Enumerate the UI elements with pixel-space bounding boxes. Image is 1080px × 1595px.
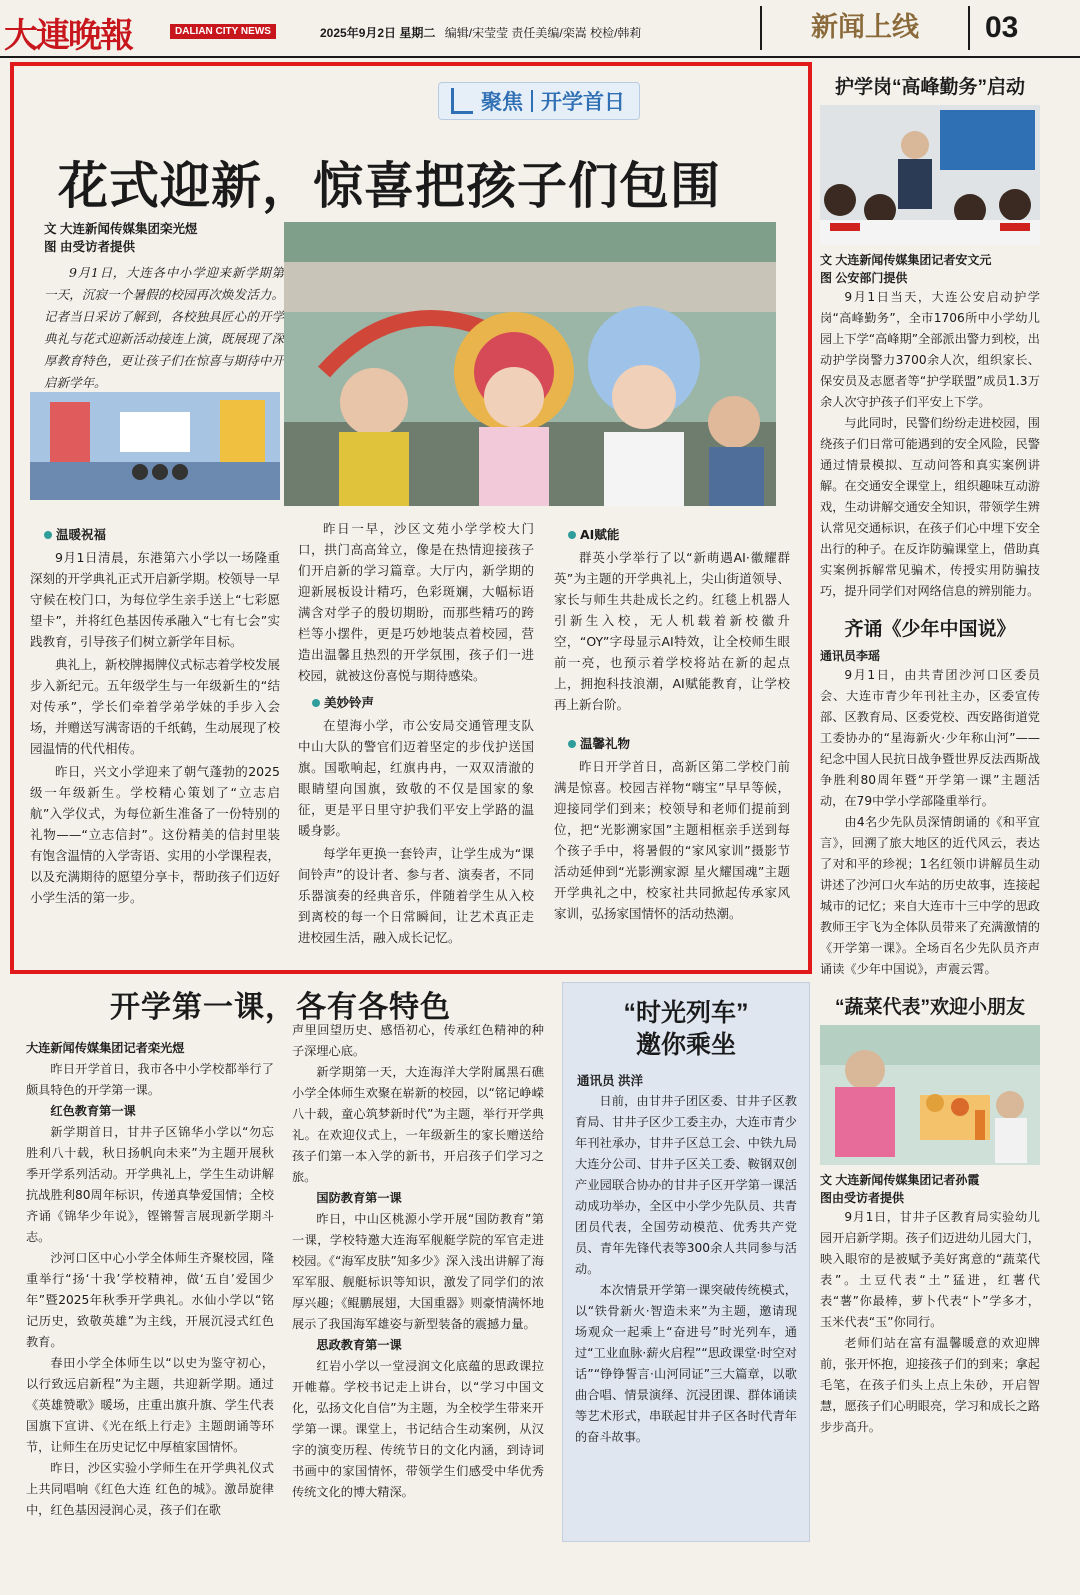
- subhead-red-education: 红色教育第一课: [50, 1104, 136, 1118]
- feature-lede: 9月1日，大连各中小学迎来新学期第一天，沉寂一个暑假的校园再次焕发活力。记者当日采访了解到，各校独具匠心的开学典礼与花式迎新活动接连上演，既展现了深厚教育特色，更让孩子们在惊喜与期待中开启新学年。: [44, 265, 284, 390]
- sidebar-byline-2: 通讯员李瑶: [820, 649, 881, 663]
- focus-tag: [438, 82, 640, 120]
- subhead-warm-wishes: [30, 524, 280, 545]
- paragraph: 典礼上，新校牌揭牌仪式标志着学校发展步入新纪元。五年级学生与一年级新生的“结对传承”，学长们牵着学弟学妹的手步入会场，并赠送写满寄语的千纸鹤，生动展现了校园温情的代代相传。: [30, 657, 281, 756]
- subhead-text: 温馨礼物: [580, 736, 631, 751]
- box-text: [563, 1091, 809, 1448]
- focus-tag-right: 开学首日: [541, 91, 625, 114]
- paragraph: 本次情景开学第一课突破传统模式，以“铁骨新火·智造未来”为主题，邀请现场观众一起乘上“奋进号”时光列车，通过“工业血脉·薪火启程”“思政课堂·时空对话”“铮铮誓言·山河同证”三大篇章，以歌曲合唱、情景演绎、沉浸团课、群体诵读等艺术形式，串联起甘井子区各时代青年的奋斗故事。: [575, 1283, 797, 1444]
- sidebar-byline-3a: 文 大连新闻传媒集团记者孙霞: [820, 1173, 980, 1187]
- tag-divider: [531, 90, 533, 112]
- box-headline: [563, 997, 809, 1061]
- children-costume-photo: [284, 222, 776, 506]
- paragraph: 新学期第一天，大连海洋大学附属黑石礁小学全体师生欢聚在崭新的校园，以“铭记峥嵘八十载，童心筑梦新时代”为主题，举行开学典礼。在欢迎仪式上，一年级新生的家长赠送给孩子们第一本入学的新书，开启孩子们学习之旅。: [292, 1065, 544, 1184]
- paragraph: 由4名少先队员深情朗诵的《和平宣言》，回溯了旅大地区的近代风云，表达了对和平的珍视；1名红领巾讲解员生动讲述了沙河口火车站的历史故事，连接起城市的记忆；来自大连市十三中学的思政教师王宇飞为全体队员带来了充满激情的《开学第一课》。全场百名少先队员齐声诵读《少年中国说》，声震云霄。: [820, 815, 1040, 976]
- paragraph: 声里回望历史、感悟初心，传承红色精神的种子深埋心底。: [292, 1023, 544, 1058]
- newspaper-logo-english: DALIAN CITY NEWS: [170, 24, 276, 39]
- paragraph: 昨日，中山区桃源小学开展“国防教育”第一课，学校特邀大连海军舰艇学院的军官走进校园。《“海军皮肤”知多少》深入浅出讲解了海军军服、舰艇标识等知识，激发了同学们的浓厚兴趣；《鲲鹏展翅，大国重器》则豪情满怀地展示了我国海军雄姿与新型装备的震撼力量。: [292, 1212, 544, 1331]
- vegetable-mascot-photo: [820, 1025, 1040, 1165]
- paragraph: 昨日开学首日，高新区第二学校门前满是惊喜。校园吉祥物“嗨宝”早早等候，迎接同学们到来；校领导和老师们提前到位，把“光影溯家国”主题相框亲手送到每个孩子手中，将暑假的“家风家训”摄影节活动延伸到“光影溯家源 星火耀国魂”主题开学典礼之中，校家社共同掀起传承家风家训，弘扬家国情怀的活动热潮。: [554, 759, 790, 921]
- bookmark-icon: [451, 88, 473, 114]
- feature-byline-text: 文 大连新闻传媒集团栾光煜: [44, 222, 198, 236]
- subhead-defense-education: 国防教育第一课: [316, 1191, 402, 1205]
- paragraph: 昨日开学首日，我市各中小学校都举行了颇具特色的开学第一课。: [26, 1062, 274, 1097]
- box-headline-line-2: 邀你乘坐: [635, 1031, 736, 1059]
- paragraph: 新学期首日，甘井子区锦华小学以“勿忘胜利八十载，秋日扬帆向未来”为主题开展秋季开学系列活动。开学典礼上，学生生动讲解抗战胜利80周年标识，传递真挚爱国情；全校齐诵《锦华少年说》，铿锵誓言展现新学期斗志。: [26, 1125, 274, 1244]
- featured-article: [10, 62, 812, 974]
- paragraph: 春田小学全体师生以“以史为鉴守初心，以行致远启新程”为主题，共迎新学期。通过《英雄赞歌》暖场，庄重出旗升旗、学生代表国旗下宣讲、《光在纸上行走》主题朗诵等环节，让师生在历史记忆中厚植家国情怀。: [26, 1356, 274, 1454]
- bottom-byline: 大连新闻传媒集团记者栾光煜: [26, 1041, 185, 1055]
- sidebar-headline-1: 护学岗“高峰勤务”启动: [834, 77, 1025, 98]
- subhead-text: AI赋能: [580, 527, 620, 542]
- paragraph: 老师们站在富有温馨暖意的欢迎牌前，张开怀抱，迎接孩子们的到来；拿起毛笔，在孩子们头上点上朱砂，开启智慧，愿孩子们心明眼亮，学习和成长之路步步高升。: [820, 1336, 1040, 1434]
- paragraph: 日前，由甘井子团区委、甘井子区教育局、甘井子区少工委主办，大连市青少年刊社承办，甘井子区总工会、中铁九局大连分公司、甘井子区关工委、鞍钢双创产业园联合协办的甘井子区开学第一课活动成功举办，全区中小学少先队员、共青团员代表，全国劳动模范、优秀共产党员、青年先锋代表等300余人共同参与活动。: [575, 1094, 797, 1276]
- bullet-dot-icon: [44, 531, 52, 539]
- paragraph: 9月1日，甘井子区教育局实验幼儿园开启新学期。孩子们迈进幼儿园大门，映入眼帘的是被赋予美好寓意的“蔬菜代表”。土豆代表“土”猛进，红薯代表“薯”你最棒，萝卜代表“卜”学多才，玉米代表“玉”你同行。: [820, 1210, 1040, 1329]
- time-train-box: [562, 982, 810, 1542]
- bullet-dot-icon: [568, 531, 576, 539]
- newspaper-logo: 大連晚報: [4, 16, 132, 56]
- paragraph: 昨日，沙区实验小学师生在开学典礼仪式上共同唱响《红色大连 红色的城》。激昂旋律中，红色基因浸润心灵，孩子们在歌: [26, 1461, 274, 1517]
- paragraph: 昨日一早，沙区文苑小学学校大门口，拱门高高耸立，像是在热情迎接孩子们开启新的学习篇章。大厅内，新学期的迎新展板设计精巧，色彩斑斓，大幅标语满含对学子的殷切期盼，而那些精巧的跨栏等小摆件，更是巧妙地装点着校园，营造出温馨且热烈的开学氛围，孩子们一进校园，就被这份喜悦与期待感染。: [298, 521, 534, 683]
- bottom-column-1: [26, 1038, 274, 1521]
- bullet-dot-icon: [568, 740, 576, 748]
- issue-editors: 编辑/宋莹莹 责任美编/栾嵩 校检/韩莉: [444, 26, 642, 40]
- paragraph: 9月1日当天，大连公安启动护学岗“高峰勤务”，全市1706所中小学幼儿园上下学“高峰期”全部派出警力到校，出动护学岗警力3700余人次，组织家长、保安员及志愿者等“护学联盟”成员1.3万余人次守护孩子们平安上下学。: [820, 290, 1040, 409]
- sidebar: [820, 64, 1040, 1438]
- subhead-bells: [298, 692, 534, 713]
- feature-column-1: [30, 518, 280, 910]
- sidebar-byline-1a: 文 大连新闻传媒集团记者安文元: [820, 253, 992, 267]
- feature-byline-photo: 图 由受访者提供: [44, 240, 135, 254]
- subhead-ai: [554, 524, 790, 545]
- paragraph: 每学年更换一套铃声，让学生成为“课间铃声”的设计者、参与者、演奏者，不同乐器演奏的经典音乐，伴随着学生从入校到离校的每一个日常瞬间，让艺术真正走进校园生活，融入成长记忆。: [298, 846, 534, 945]
- paragraph: 沙河口区中心小学全体师生齐聚校园，隆重举行“扬‘十我’学校精神，做‘五自’爱国少年”暨2025年秋季开学典礼。水仙小学以“铭记历史，致敬英雄”为主线，开展沉浸式红色教育。: [26, 1251, 274, 1349]
- police-classroom-photo: [820, 105, 1040, 245]
- feature-byline: [44, 220, 197, 256]
- paragraph: 与此同时，民警们纷纷走进校园，围绕孩子们日常可能遇到的安全风险，民警通过情景模拟、互动问答和真实案例讲解。在交通安全课堂上，组织趣味互动游戏，生动讲解交通安全知识，带领学生辨认常见交通标识，在孩子们心中埋下安全出行的种子。在反诈防骗课堂上，借助真实案例拆解常见骗术，传授实用防骗技巧，提升同学们对网络信息的辨别能力。: [820, 416, 1040, 598]
- feature-column-2: [298, 518, 534, 950]
- feature-column-3: [554, 518, 790, 926]
- sidebar-headline-3: “蔬菜代表”欢迎小朋友: [834, 997, 1025, 1018]
- school-event-photo: [30, 392, 280, 500]
- paragraph: 红岩小学以一堂浸润文化底蕴的思政课拉开帷幕。学校书记走上讲台，以“学习中国文化，弘扬文化自信”为主题，为全校学生带来开学第一课。课堂上，书记结合生动案例，从汉字的演变历程、传统节日的文化内涵，到诗词书画中的家国情怀，带领学生们感受中华优秀传统文化的博大精深。: [292, 1359, 544, 1499]
- sidebar-byline-3b: 图由受访者提供: [820, 1191, 905, 1205]
- paragraph: 群英小学举行了以“新萌遇AI·徽耀群英”为主题的开学典礼上，尖山街道领导、家长与师生共赴成长之约。红毯上机器人引新生入校，无人机载着新校徽升空，“OY”字母显示AI特效，让全校师生眼前一亮，也预示着学校将站在新的起点上，拥抱科技浪潮，AI赋能教育，让学校再上新台阶。: [554, 550, 790, 712]
- subhead-gifts: [554, 733, 790, 754]
- focus-tag-left: 聚焦: [481, 91, 523, 114]
- paragraph: 9月1日，由共青团沙河口区委员会、大连市青少年刊社主办，区委宣传部、区教育局、区委党校、西安路街道党工委协办的“星海新火·少年称山河”——纪念中国人民抗日战争暨世界反法西斯战争胜利80周年暨“开学第一课”主题活动，在79中学小学部隆重举行。: [820, 668, 1040, 808]
- masthead: [0, 0, 1080, 58]
- bullet-dot-icon: [312, 699, 320, 707]
- subhead-text: 温暖祝福: [56, 527, 107, 542]
- sidebar-byline-1b: 图 公安部门提供: [820, 271, 908, 285]
- sidebar-headline-2: 齐诵《少年中国说》: [844, 619, 1016, 640]
- section-name: 新闻上线: [760, 6, 970, 50]
- subhead-ideology-education: 思政教育第一课: [316, 1338, 402, 1352]
- subhead-text: 美妙铃声: [324, 695, 375, 710]
- feature-headline: 花式迎新，惊喜把孩子们包围: [58, 158, 721, 214]
- box-byline: 通讯员 洪洋: [577, 1074, 643, 1088]
- bottom-headline: 开学第一课，各有各特色: [110, 991, 451, 1024]
- paragraph: 昨日，兴文小学迎来了朝气蓬勃的2025级一年级新生。学校精心策划了“立志启航”入学仪式，为每位新生准备了一份特别的礼物——“立志信封”。这份精美的信封里装有饱含温情的入学寄语、实用的小学课程表，以及充满期待的愿望分享卡，帮助孩子们迈好小学生活的第一步。: [30, 764, 281, 905]
- issue-date: 2025年9月2日 星期二: [320, 26, 436, 40]
- paragraph: 在望海小学，市公安局交通管理支队中山大队的警官们迈着坚定的步伐护送国旗。国歌响起，红旗冉冉，一双双清澈的眼睛望向国旗，致敬的不仅是国家的象征，更是平日里守护我们平安上学路的温暖身影。: [298, 718, 534, 838]
- page-number: 03: [985, 11, 1019, 44]
- bottom-column-2: [292, 1020, 544, 1503]
- paragraph: 9月1日清晨，东港第六小学以一场隆重深刻的开学典礼正式开启新学期。校领导一早守候在校门口，为每位学生亲手送上“七彩愿望卡”，并将红色基因传承融入“七有七会”实践教育，引导孩子们树立新学年目标。: [30, 550, 281, 649]
- box-headline-line-1: “时光列车”: [623, 999, 749, 1027]
- issue-info: [320, 24, 641, 41]
